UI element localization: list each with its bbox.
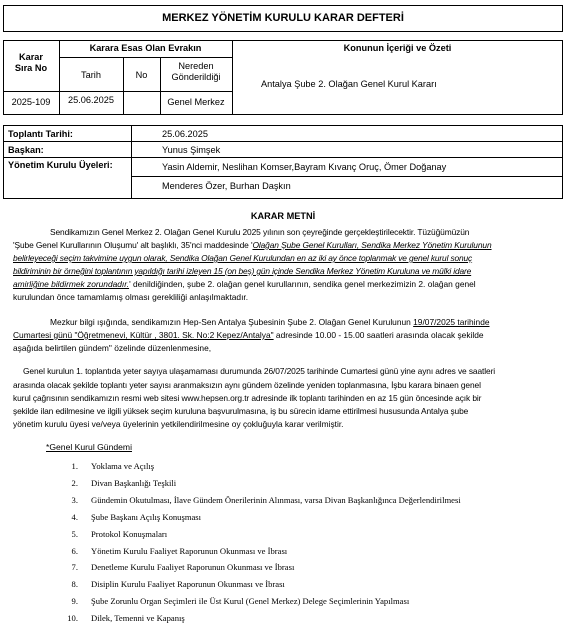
agenda-item: Gündemin Okutulması, İlave Gündem Önerilerinin Alınması, varsa Divan Başkanlığınca Değerlendirilmesi [91, 495, 461, 505]
p2-line-1-a: Mezkur bilgi ışığında, sendikamızın Hep-Sen Antalya Şubesinin Şube 2. Olağan Genel Kurulunun [50, 317, 414, 327]
agenda-item: Yoklama ve Açılış [91, 461, 155, 471]
karar-no-value: 2025-109 [11, 97, 51, 107]
p2-line-2 [13, 330, 484, 341]
uyeler-label: Yönetim Kurulu Üyeleri: [8, 160, 113, 170]
baskan-value: Yunus Şimşek [162, 145, 221, 155]
p2-line-3: aşağıda belirtilen gündem" özelinde düzenlenmesine, [13, 343, 212, 353]
agenda-item: Şube Zorunlu Organ Seçimleri ile Üst Kurul (Genel Merkez) Delege Seçimlerinin Yapılması [91, 596, 410, 606]
uyeler-line-1: Yasin Aldemir, Neslihan Komser,Bayram Kıvanç Oruç, Ömer Doğanay [162, 162, 447, 172]
p1-line-4: bildiriminin bir örneğini toplantının yapıldığı tarihi izleyen 15 (on beş) gün içinde Sendika Merkez Yönetim Kuruluna ve mülki idare [13, 266, 472, 276]
p1-line-2 [13, 240, 492, 251]
tarih-header: Tarih [81, 70, 101, 80]
agenda-item: Şube Başkanı Açılış Konuşması [91, 512, 202, 522]
agenda-item-number: 7. [71, 562, 78, 572]
agenda-item-number: 3. [71, 495, 78, 505]
toplanti-value: 25.06.2025 [162, 129, 208, 139]
konu-header: Konunun İçeriği ve Özeti [343, 43, 452, 53]
agenda-title: *Genel Kurul Gündemi [46, 442, 132, 452]
agenda-item: Protokol Konuşmaları [91, 529, 168, 539]
konu-value: Antalya Şube 2. Olağan Genel Kurul Kararı [261, 79, 437, 89]
p3-line-1: Genel kurulun 1. toplantıda yeter sayıya ulaşamaması durumunda 26/07/2025 tarihinde Cumartesi günü yine aynı adres ve saatleri [23, 366, 496, 376]
p1-line-2-b: Olağan Şube Genel Kurulları, Sendika Merkez Yönetim Kurulunun [252, 240, 492, 250]
agenda-item-number: 8. [71, 579, 78, 589]
karar-metni-title: KARAR METNİ [250, 211, 316, 221]
p1-line-5-a: amirliğine bildirmek zorundadır. [13, 279, 130, 289]
agenda-item-number: 10. [67, 613, 78, 623]
agenda-item: Disiplin Kurulu Faaliyet Raporunun Okunması ve İbrası [91, 579, 285, 589]
toplanti-label: Toplantı Tarihi: [8, 129, 73, 139]
no-header: No [135, 70, 148, 80]
nereden-value: Genel Merkez [167, 97, 225, 107]
p1-line-6: kurulundan önce tamamlamış olması gerekliliği anlaşılmaktadır. [13, 292, 249, 302]
p2-line-2-b: adresinde 10.00 - 15.00 saatleri arasında olacak şekilde [273, 330, 484, 340]
p3-line-4: şekilde ilan edilmesine ve ilgili yüksek seçim kuruluna başvurulmasına, iş bu sürecin idame ettirilmesi hususunda Antalya şube [13, 406, 469, 416]
p3-line-2: arasında olacak şekilde toplantı yeter sayısı aranmaksızın aynı gündem özelinde yeniden toplanmasına, İşbu karara binaen genel [13, 380, 481, 390]
document-title: MERKEZ YÖNETİM KURULU KARAR DEFTERİ [162, 12, 404, 24]
p1-line-5 [13, 279, 476, 290]
tarih-value: 25.06.2025 [68, 95, 114, 105]
p3-line-3: kurul çağrısının sendikamızın resmi web sitesi www.hepsen.org.tr adresinde ilk toplantı tarihinden en az 15 gün öncesinde açık bir [13, 393, 482, 403]
karar-sira-no-label-2: Sıra No [14, 63, 48, 73]
p1-line-2-a: 'Şube Genel Kurullarının Oluşumu' alt başlıklı, 35'nci maddesinde ' [13, 240, 253, 250]
agenda-item: Dilek, Temenni ve Kapanış [91, 613, 185, 623]
uyeler-line-2: Menderes Özer, Burhan Daşkın [162, 181, 291, 191]
evrak-header: Karara Esas Olan Evrakın [89, 43, 202, 53]
agenda-item-number: 1. [71, 461, 78, 471]
p2-line-1-b: 19/07/2025 tarihinde [413, 317, 490, 327]
p2-line-1 [50, 317, 490, 328]
p2-line-2-a: Cumartesi günü "Öğretmenevi, Kültür , 3801. Sk. No:2 Kepez/Antalya" [13, 330, 274, 340]
agenda-item-number: 9. [71, 596, 78, 606]
agenda-item-number: 6. [71, 546, 78, 556]
nereden-header: Nereden [178, 61, 214, 71]
karar-sira-no-label: Karar [18, 52, 43, 62]
p1-line-5-b: ' denildiğinden, şube 2. olağan genel kurullarının, sendika genel merkezimizin 2. olağan genel [129, 279, 476, 289]
agenda-item-number: 5. [71, 529, 78, 539]
agenda-item: Divan Başkanlığı Teşkili [91, 478, 177, 488]
agenda-item: Yönetim Kurulu Faaliyet Raporunun Okunması ve İbrası [91, 546, 288, 556]
baskan-label: Başkan: [8, 145, 44, 155]
nereden-header-2: Gönderildiği [171, 72, 221, 82]
agenda-item: Denetleme Kurulu Faaliyet Raporunun Okunması ve İbrası [91, 562, 295, 572]
p1-line-3: belirleyeceği seçim takvimine uygun olarak, Sendika Olağan Genel Kurulundan en az iki ay önce toplanmak ve genel kurul sonuç [13, 253, 473, 263]
p1-line-1: Sendikamızın Genel Merkez 2. Olağan Genel Kurulu 2025 yılının son çeyreğinde gerçekleştirilecektir. Tüzüğümüzün [50, 227, 470, 237]
agenda-item-number: 2. [71, 478, 78, 488]
p3-line-5: yönetim kurulu üyesi ve/veya üyelerinin yetkilendirilmesine oy çokluğuyla karar verilmiştir. [13, 419, 344, 429]
agenda-item-number: 4. [71, 512, 78, 522]
